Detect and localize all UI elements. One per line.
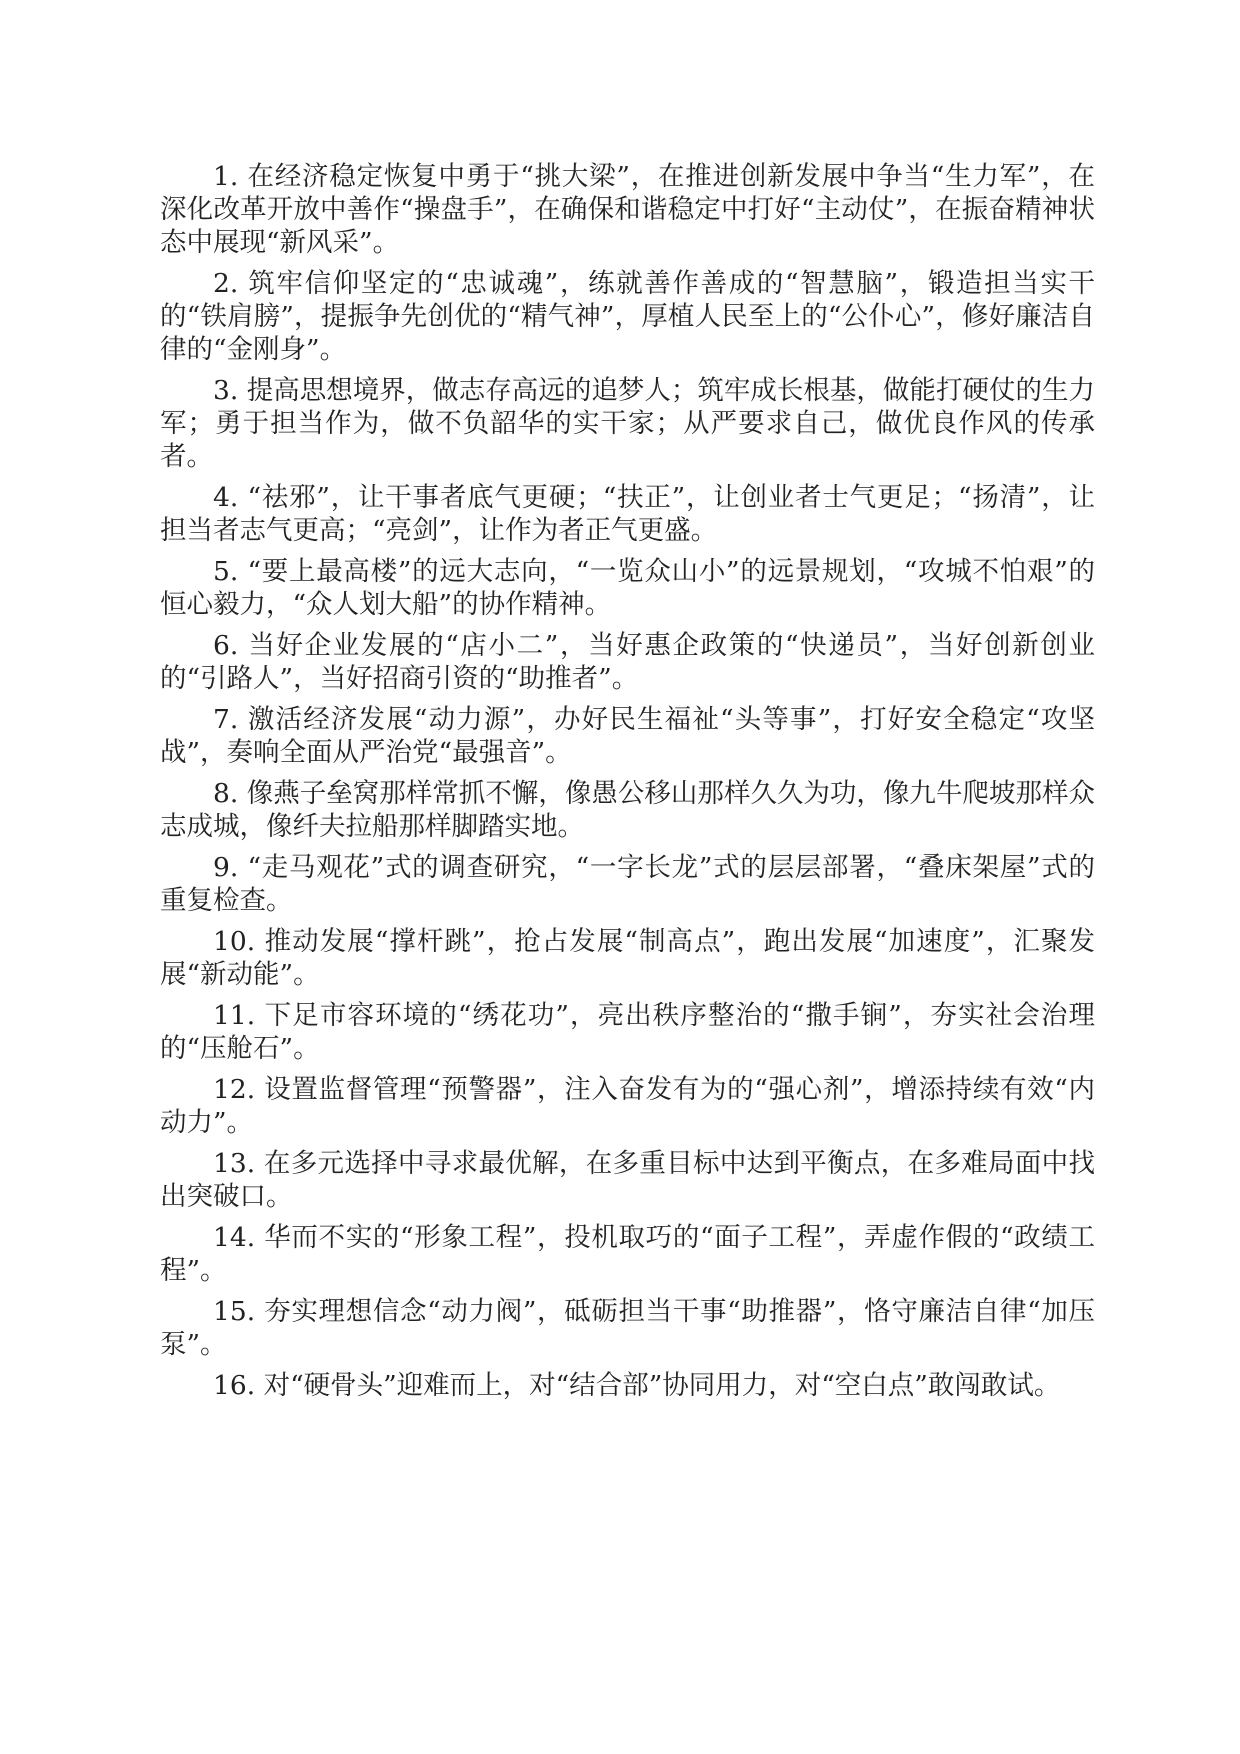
list-item: 5. “要上最高楼”的远大志向，“一览众山小”的远景规划，“攻城不怕艰”的恒心毅力，“众人划大船”的协作精神。 <box>160 556 1095 620</box>
list-item: 2. 筑牢信仰坚定的“忠诚魂”，练就善作善成的“智慧脑”，锻造担当实干的“铁肩膀”，提振争先创优的“精气神”，厚植人民至上的“公仆心”，修好廉洁自律的“金刚身”。 <box>160 268 1095 365</box>
list-item: 12. 设置监督管理“预警器”，注入奋发有为的“强心剂”，增添持续有效“内动力”。 <box>160 1074 1095 1138</box>
list-item: 13. 在多元选择中寻求最优解，在多重目标中达到平衡点，在多难局面中找出突破口。 <box>160 1148 1095 1212</box>
list-item: 6. 当好企业发展的“店小二”，当好惠企政策的“快递员”，当好创新创业的“引路人”，当好招商引资的“助推者”。 <box>160 630 1095 694</box>
list-item: 11. 下足市容环境的“绣花功”，亮出秩序整治的“撒手锏”，夯实社会治理的“压舱石”。 <box>160 1000 1095 1064</box>
list-item: 14. 华而不实的“形象工程”，投机取巧的“面子工程”，弄虚作假的“政绩工程”。 <box>160 1222 1095 1286</box>
list-item: 8. 像燕子垒窝那样常抓不懈，像愚公移山那样久久为功，像九牛爬坡那样众志成城，像纤夫拉船那样脚踏实地。 <box>160 778 1095 842</box>
document-body <box>160 160 1095 1410</box>
list-item: 4. “祛邪”，让干事者底气更硬；“扶正”，让创业者士气更足；“扬清”，让担当者志气更高；“亮剑”，让作为者正气更盛。 <box>160 482 1095 546</box>
list-item: 15. 夯实理想信念“动力阀”，砥砺担当干事“助推器”，恪守廉洁自律“加压泵”。 <box>160 1296 1095 1360</box>
list-item: 9. “走马观花”式的调查研究，“一字长龙”式的层层部署，“叠床架屋”式的重复检查。 <box>160 852 1095 916</box>
list-item: 7. 激活经济发展“动力源”，办好民生福祉“头等事”，打好安全稳定“攻坚战”，奏响全面从严治党“最强音”。 <box>160 704 1095 768</box>
list-item: 10. 推动发展“撑杆跳”，抢占发展“制高点”，跑出发展“加速度”，汇聚发展“新动能”。 <box>160 926 1095 990</box>
list-item: 16. 对“硬骨头”迎难而上，对“结合部”协同用力，对“空白点”敢闯敢试。 <box>213 1370 1061 1401</box>
list-item: 1. 在经济稳定恢复中勇于“挑大梁”，在推进创新发展中争当“生力军”，在深化改革开放中善作“操盘手”，在确保和谐稳定中打好“主动仗”，在振奋精神状态中展现“新风采”。 <box>160 161 1095 258</box>
list-item: 3. 提高思想境界，做志存高远的追梦人；筑牢成长根基，做能打硬仗的生力军；勇于担当作为，做不负韶华的实干家；从严要求自己，做优良作风的传承者。 <box>160 375 1095 472</box>
